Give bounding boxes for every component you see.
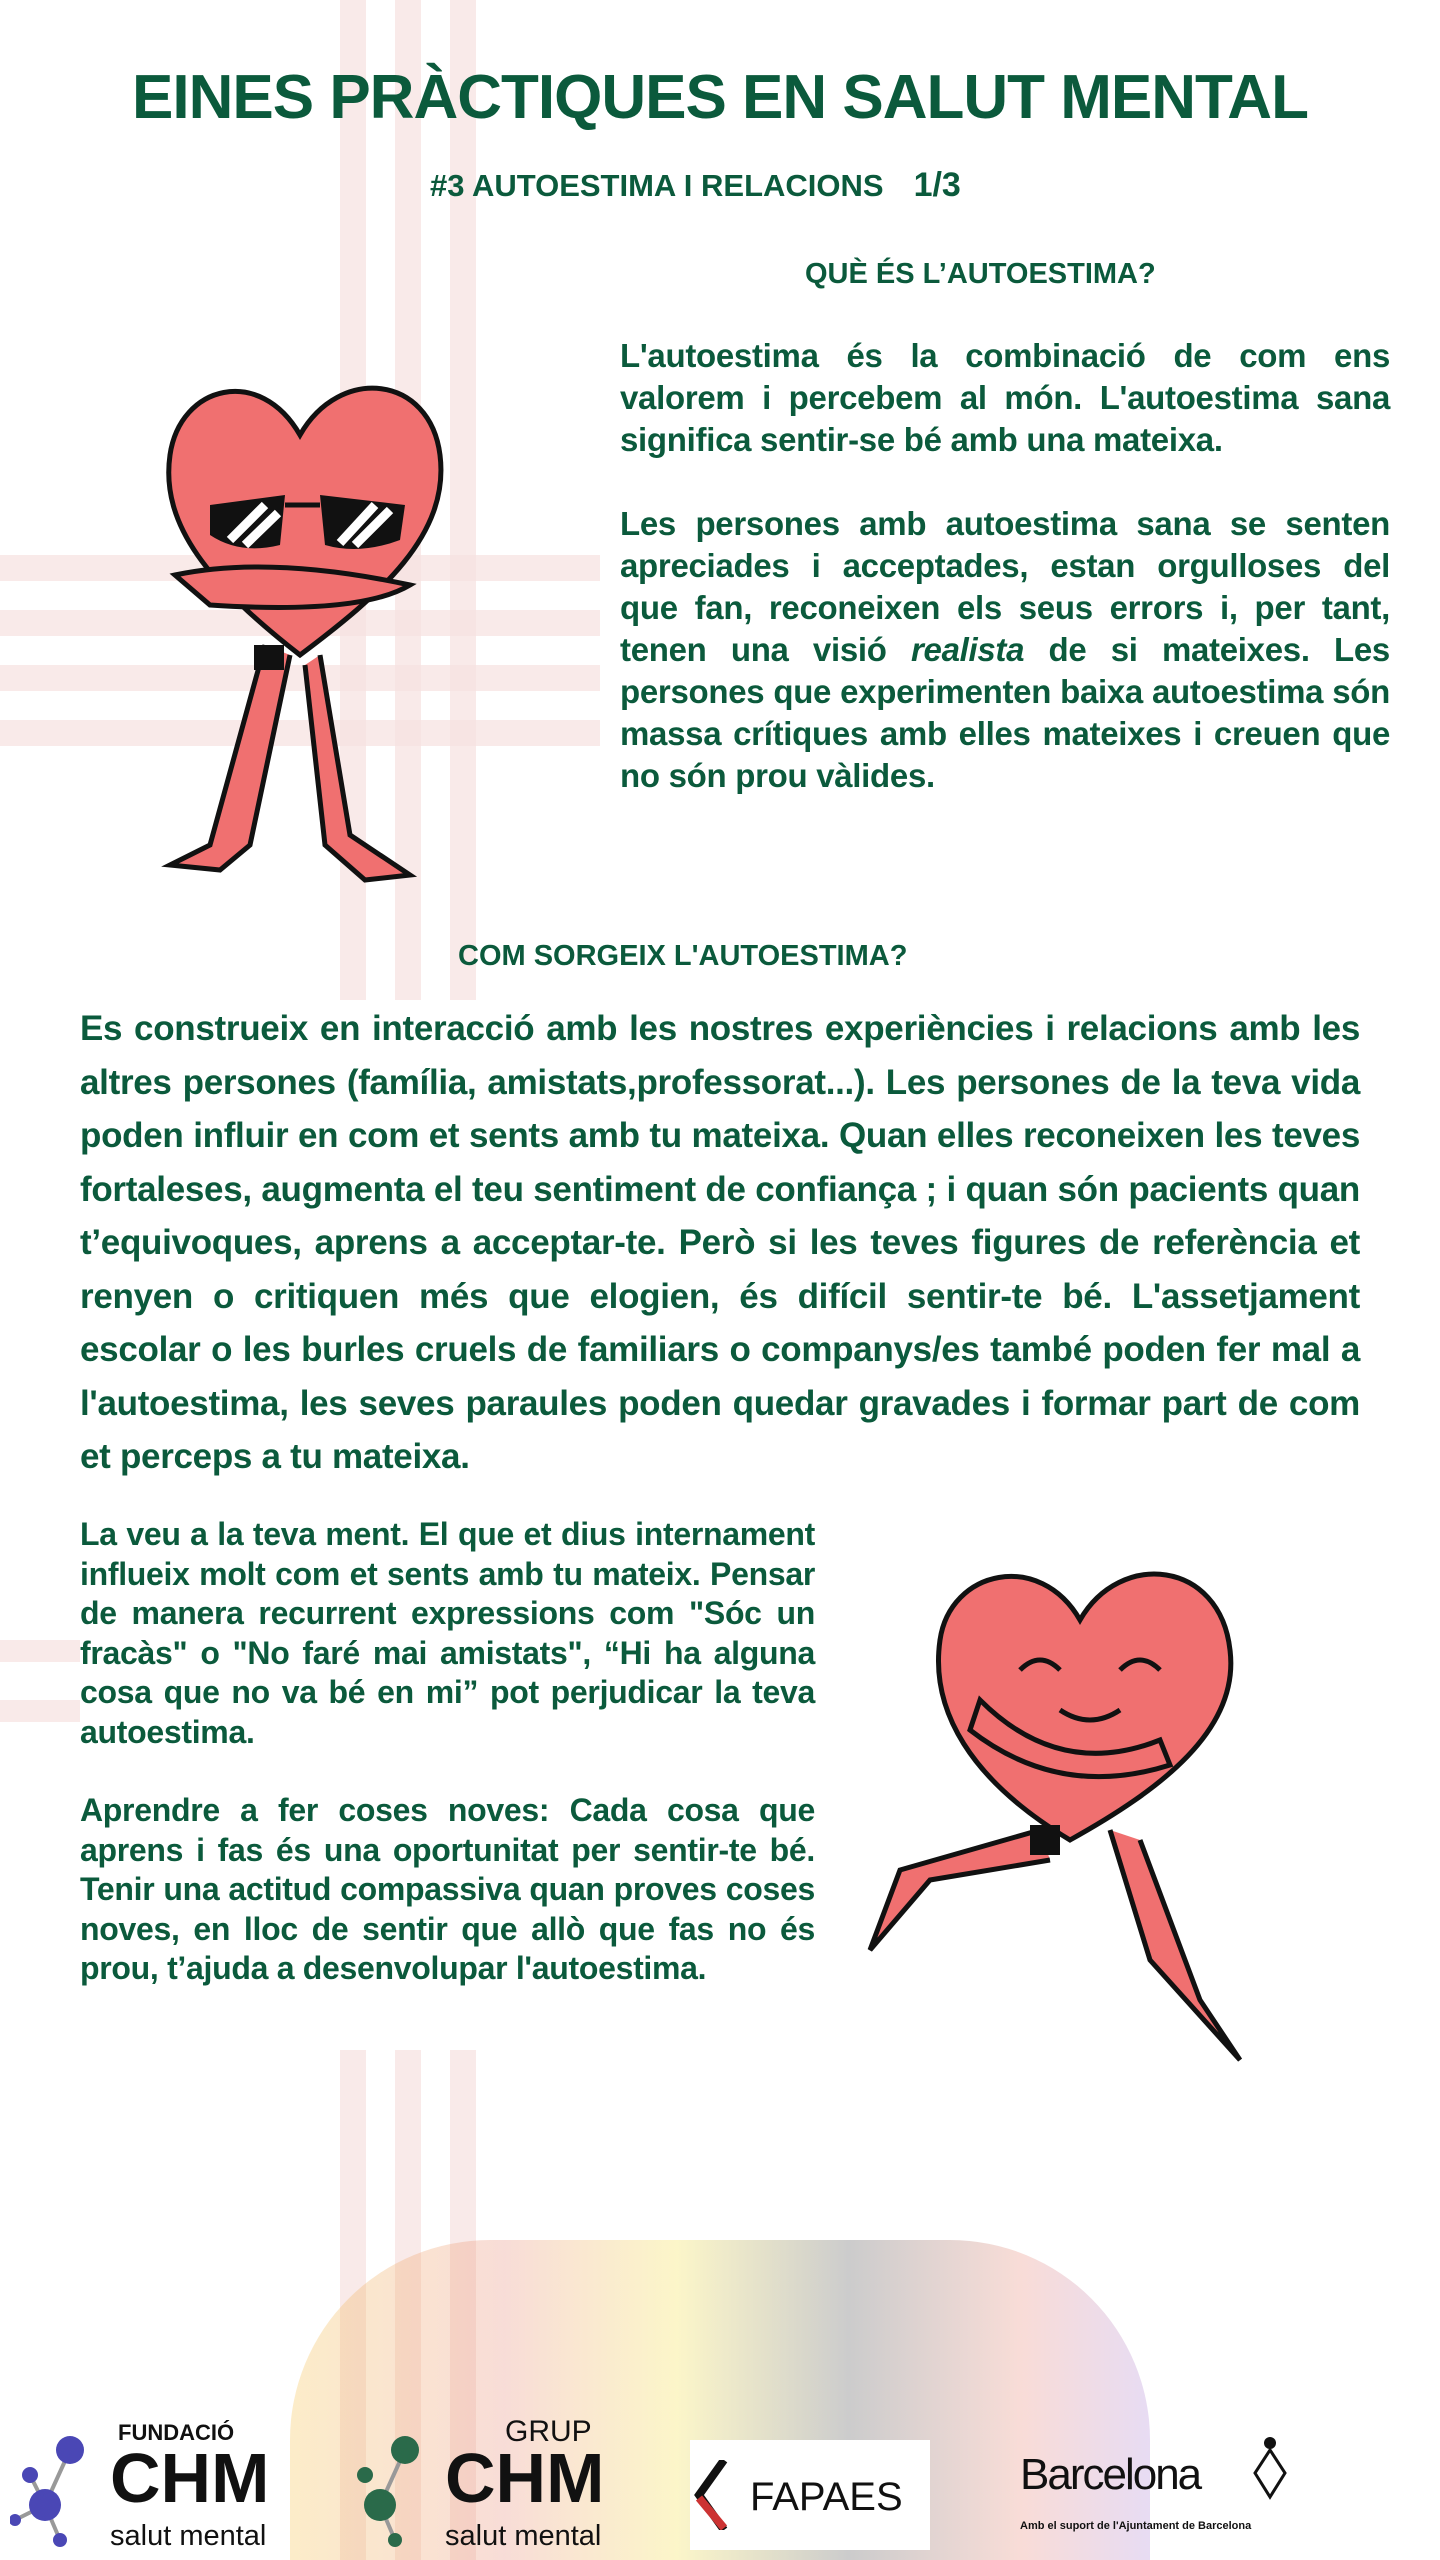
logo-text: GRUP — [505, 2415, 592, 2448]
paragraph-definition — [620, 335, 1390, 797]
barcelona-logo — [1020, 2435, 1320, 2555]
fundacio-chm-logo — [10, 2420, 290, 2555]
support-note: Amb el suport de l'Ajuntament de Barcelona — [1020, 2520, 1252, 2532]
fapaes-mark-icon — [694, 2460, 744, 2530]
grup-chm-logo — [345, 2415, 625, 2555]
text-part: Les persones amb autoestima sana se senten apreciades i acceptades, estan orgulloses del que fan, reconeixen els seus errors i, per tant, tenen una visió — [620, 505, 1390, 668]
bg-stripe — [0, 1640, 80, 1662]
logo-text: CHM — [110, 2439, 270, 2517]
logo-text: Barcelona — [1020, 2450, 1201, 2499]
coat-of-arms-icon — [1250, 2435, 1290, 2500]
logo-text: CHM — [445, 2439, 605, 2517]
section-heading-how: COM SORGEIX L'AUTOESTIMA? — [458, 940, 908, 972]
subtitle-text: #3 AUTOESTIMA I RELACIONS — [430, 168, 884, 203]
inner-voice-text: La veu a la teva ment. El que et dius internament influeix molt com et sents amb tu mateix. Pensar de manera recurrent expressions com "Sóc un fracàs" o "No faré mai amistats", “Hi ha alguna cosa que no va bé en mi” pot perjudicar la teva autoestima. — [80, 1516, 815, 1750]
paragraph-origin: Es construeix en interacció amb les nostres experiències i relacions amb les altres persones (família, amistats,professorat...). Les persones de la teva vida poden influir en com et sents amb tu mateixa. Quan elles reconeixen les teves fortaleses, augmenta el teu sentiment de confiança ; i quan són pacients quan t’equivoques, aprens a acceptar-te. Però si les teves figures de referència et renyen o critiquen més que elogien, és difícil sentir-te bé. L'assetjament escolar o les burles cruels de familiars o companys/es també poden fer mal a l'autoestima, les seves paraules poden quedar gravades i formar part de com et perceps a tu mateixa. — [80, 1009, 1360, 1476]
section-heading-what: QUÈ ÉS L’AUTOESTIMA? — [805, 258, 1156, 290]
healthy-selfesteem-text — [620, 503, 1390, 797]
logo-text: FAPAES — [750, 2475, 903, 2519]
page-indicator: 1/3 — [913, 166, 961, 204]
network-icon — [10, 2430, 120, 2550]
logo-text: salut mental — [110, 2520, 267, 2552]
tips-column — [80, 1515, 815, 1989]
fapaes-logo — [690, 2440, 930, 2550]
heart-hugging-illustration — [840, 1540, 1410, 2090]
logo-text: salut mental — [445, 2520, 602, 2552]
text-emphasis: realista — [910, 631, 1025, 668]
text-part: de si mateixes. Les persones que experimenten baixa autoestima són massa crítiques amb elles mateixes i creuen que no són prou vàlides. — [620, 631, 1390, 794]
page-title: EINES PRÀCTIQUES EN SALUT MENTAL — [132, 63, 1308, 132]
bg-stripe — [0, 1700, 80, 1722]
subtitle — [430, 166, 961, 205]
network-icon — [345, 2430, 455, 2550]
logo-text: FUNDACIÓ — [118, 2420, 235, 2445]
definition-text: L'autoestima és la combinació de com ens valorem i percebem al món. L'autoestima sana significa sentir-se bé amb una mateixa. — [620, 337, 1390, 458]
heart-sunglasses-illustration — [150, 355, 460, 905]
learn-new-things-text: Aprendre a fer coses noves: Cada cosa que aprens i fas és una oportunitat per sentir-te bé. Tenir una actitud compassiva quan proves coses noves, en lloc de sentir que allò que fas no és prou, t’ajuda a desenvolupar l'autoestima. — [80, 1792, 815, 1986]
